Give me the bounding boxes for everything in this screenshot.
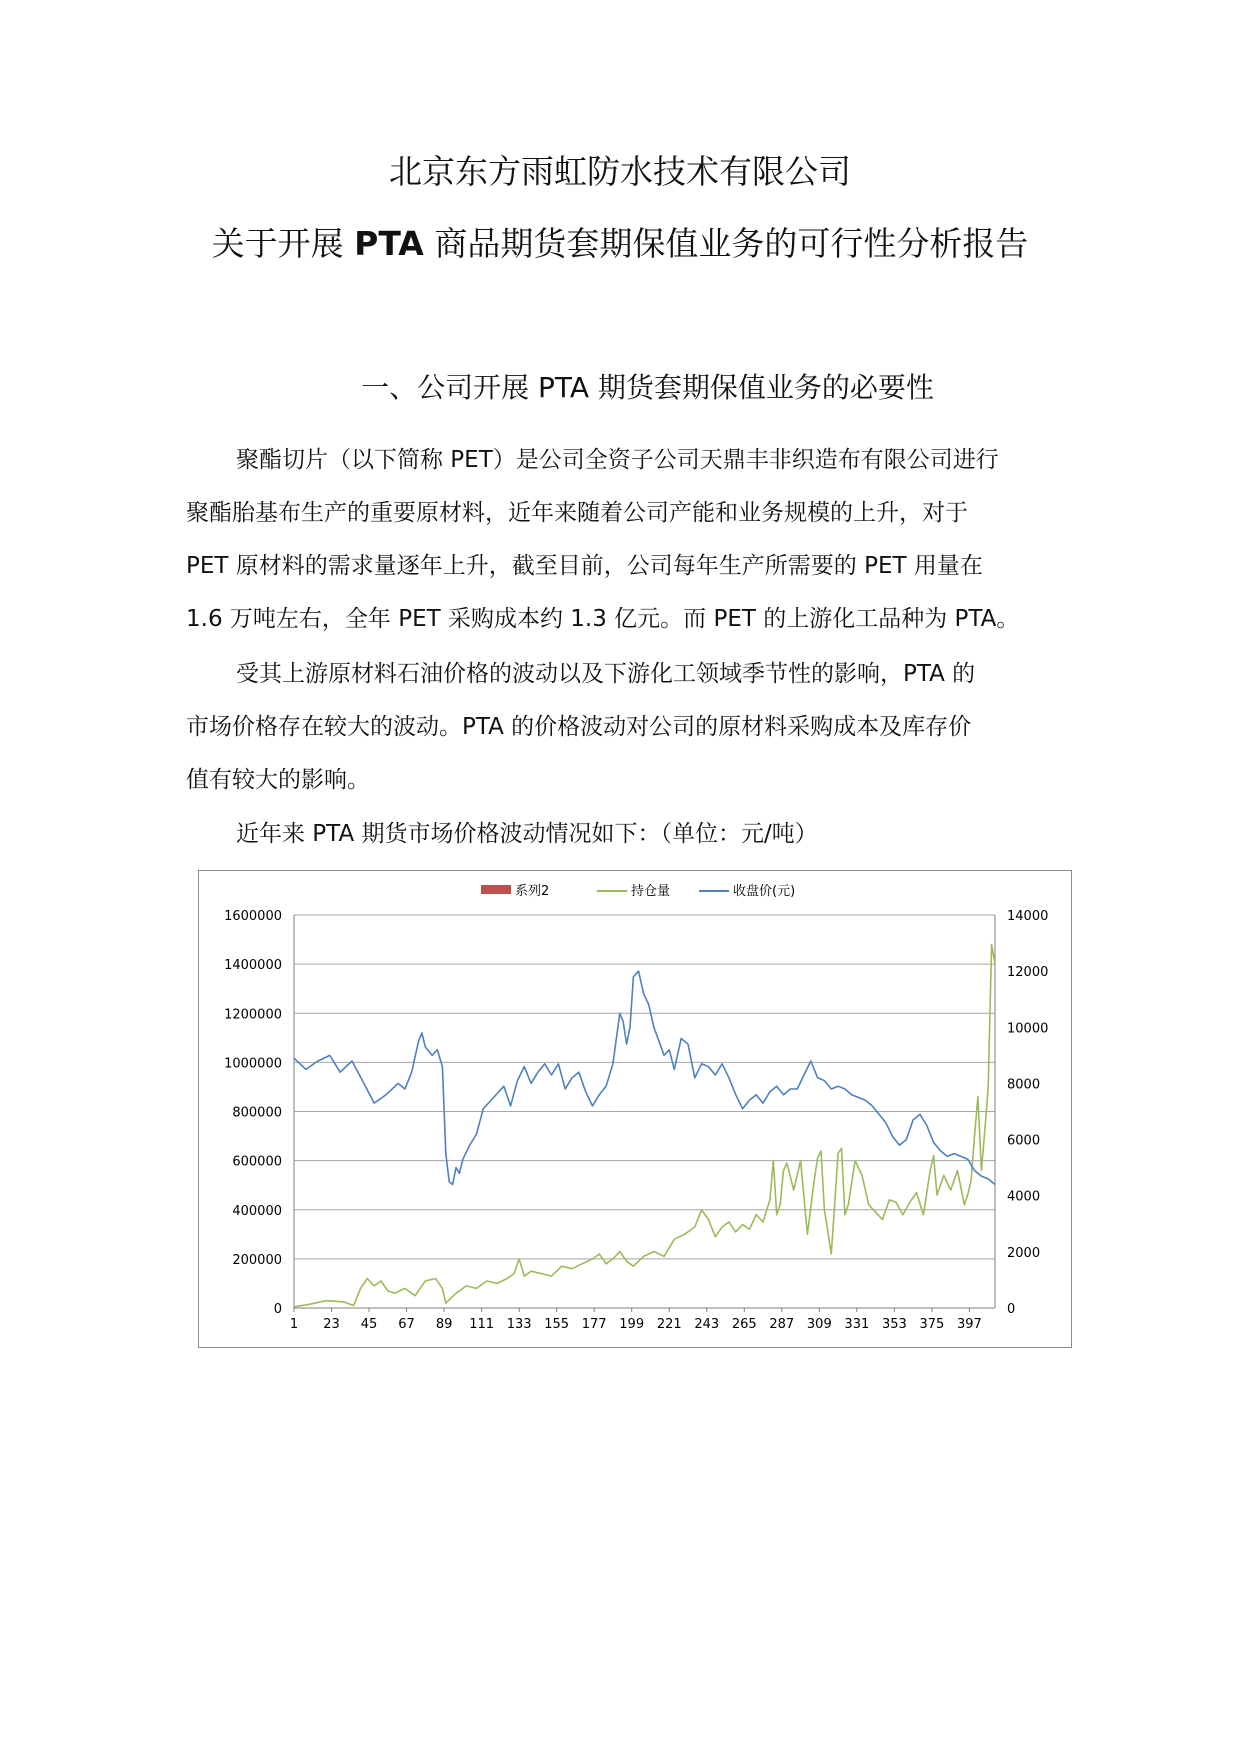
- y-left-tick-label: 1200000: [224, 1007, 282, 1023]
- y-right-tick-label: 2000: [1007, 1245, 1041, 1261]
- x-tick-label: 221: [656, 1317, 682, 1332]
- paragraph-line: 聚酯胎基布生产的重要原材料，近年来随着公司产能和业务规模的上升，对于: [186, 500, 968, 526]
- chart-canvas: [199, 871, 1071, 1347]
- report-company-title: 北京东方雨虹防水技术有限公司: [389, 152, 851, 191]
- paragraph-3: [186, 808, 1066, 861]
- y-right-tick-label: 8000: [1007, 1077, 1041, 1093]
- paragraph-line: 受其上游原材料石油价格的波动以及下游化工领域季节性的影响，PTA 的: [236, 661, 976, 687]
- y-left-tick-label: 1600000: [224, 909, 282, 924]
- y-right-tick-label: 4000: [1007, 1189, 1041, 1205]
- x-tick-label: 155: [544, 1317, 570, 1332]
- paragraph-2: [186, 648, 1066, 807]
- x-tick-label: 353: [881, 1317, 907, 1332]
- paragraph-line: 1.6 万吨左右，全年 PET 采购成本约 1.3 亿元。而 PET 的上游化工品种为 PTA。: [186, 606, 1020, 632]
- x-tick-label: 1: [289, 1317, 299, 1332]
- y-left-tick-label: 200000: [232, 1252, 282, 1268]
- x-tick-label: 177: [581, 1317, 607, 1332]
- y-left-tick-label: 1400000: [224, 958, 282, 974]
- x-tick-label: 287: [769, 1317, 795, 1332]
- paragraph-line: 聚酯切片（以下简称 PET）是公司全资子公司天鼎丰非织造布有限公司进行: [236, 447, 999, 473]
- series-line-open-interest: [294, 945, 995, 1307]
- y-right-tick-label: 12000: [1007, 965, 1049, 981]
- paragraph-line: 值有较大的影响。: [186, 767, 370, 793]
- x-tick-label: 199: [619, 1317, 645, 1332]
- y-right-tick-label: 14000: [1007, 909, 1049, 924]
- x-tick-label: 23: [323, 1317, 340, 1332]
- legend-swatch-series2: [481, 885, 511, 894]
- legend-label-close-price: 收盘价(元): [733, 884, 796, 899]
- y-left-tick-label: 600000: [232, 1154, 282, 1170]
- title-suffix: 商品期货套期保值业务的可行性分析报告: [423, 224, 1029, 263]
- y-left-tick-label: 0: [273, 1302, 282, 1317]
- y-right-tick-label: 0: [1007, 1302, 1016, 1317]
- x-tick-label: 133: [506, 1317, 532, 1332]
- legend-label-series2: 系列2: [515, 884, 550, 899]
- paragraph-line: 市场价格存在较大的波动。PTA 的价格波动对公司的原材料采购成本及库存价: [186, 714, 972, 740]
- x-tick-label: 309: [806, 1317, 832, 1332]
- x-tick-label: 265: [731, 1317, 757, 1332]
- report-subject-title: [0, 222, 1240, 266]
- x-tick-label: 397: [957, 1317, 982, 1332]
- y-left-tick-label: 1000000: [224, 1056, 282, 1072]
- x-tick-label: 89: [435, 1317, 453, 1332]
- y-left-tick-label: 800000: [232, 1105, 282, 1121]
- x-tick-label: 375: [919, 1317, 945, 1332]
- paragraph-line: PET 原材料的需求量逐年上升，截至目前，公司每年生产所需要的 PET 用量在: [186, 553, 983, 579]
- y-right-tick-label: 6000: [1007, 1133, 1041, 1149]
- title-bold-pta: PTA: [354, 224, 424, 263]
- pta-price-chart: [198, 870, 1072, 1348]
- section-heading: 一、公司开展 PTA 期货套期保值业务的必要性: [361, 371, 934, 404]
- y-left-tick-label: 400000: [232, 1203, 282, 1219]
- series-line-close-price: [294, 971, 995, 1184]
- chart-intro-line: 近年来 PTA 期货市场价格波动情况如下：（单位：元/吨）: [236, 821, 818, 847]
- x-tick-label: 67: [398, 1317, 415, 1332]
- x-tick-label: 243: [694, 1317, 720, 1332]
- x-tick-label: 111: [469, 1317, 495, 1332]
- legend-label-open-interest: 持仓量: [631, 884, 671, 899]
- title-prefix: 关于开展: [211, 224, 355, 263]
- x-tick-label: 331: [844, 1317, 870, 1332]
- y-right-tick-label: 10000: [1007, 1021, 1049, 1037]
- paragraph-1: [186, 434, 1066, 646]
- x-tick-label: 45: [360, 1317, 378, 1332]
